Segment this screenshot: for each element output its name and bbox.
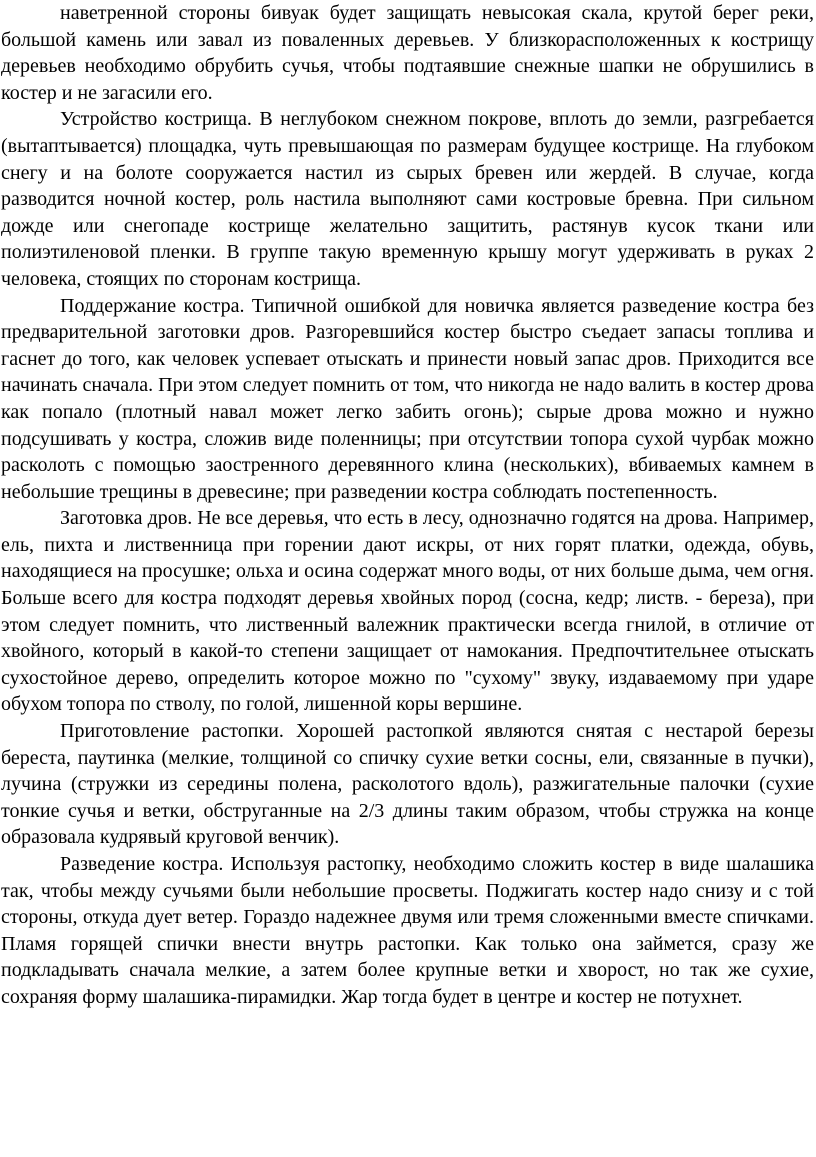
paragraph-fireplace-setup: Устройство кострища. В неглубоком снежном покрове, вплоть до земли, разгребается (вытаптывается) площадка, чуть превышающая по размерам будущее кострище. На глубоком снегу и на болоте сооружается настил из сырых бревен или жердей. В случае, когда разводится ночной костер, роль настила выполняют сами костровые бревна. При сильном дожде или снегопаде кострище желательно защитить, растянув кусок ткани или полиэтиленовой пленки. В группе такую временную крышу могут удерживать в руках 2 человека, стоящих по сторонам кострища. bbox=[1, 108, 814, 290]
paragraph-kindling-preparation: Приготовление растопки. Хорошей растопкой являются снятая с нестарой березы береста, паутинка (мелкие, толщиной со спичку сухие ветки сосны, ели, связанные в пучки), лучина (стружки из середины полена, расколотого вдоль), разжигательные палочки (сухие тонкие сучья и ветки, обструганные на 2/3 длины таким образом, чтобы стружка на конце образовала кудрявый круговой венчик). bbox=[1, 720, 814, 849]
paragraph-fire-maintenance: Поддержание костра. Типичной ошибкой для новичка является разведение костра без предварительной заготовки дров. Разгоревшийся костер быстро съедает запасы топлива и гаснет до того, как человек успевает отыскать и принести новый запас дров. Приходится все начинать сначала. При этом следует помнить от том, что никогда не надо валить в костер дрова как попало (плотный навал может легко забить огонь); сырые дрова можно и нужно подсушивать у костра, сложив виде поленницы; при отсутствии топора сухой чурбак можно расколоть с помощью заостренного деревянного клина (нескольких), вбиваемых камнем в небольшие трещины в древесине; при разведении костра соблюдать постепенность. bbox=[1, 294, 814, 503]
paragraph-windward-shelter: наветренной стороны бивуак будет защищать невысокая скала, крутой берег реки, большой камень или завал из поваленных деревьев. У близкорасположенных к кострищу деревьев необходимо обрубить сучья, чтобы подтаявшие снежные шапки не обрушились в костер и не загасили его. bbox=[1, 2, 814, 104]
paragraph-fire-starting: Разведение костра. Используя растопку, необходимо сложить костер в виде шалашика так, чтобы между сучьями были небольшие просветы. Поджигать костер надо снизу и с той стороны, откуда дует ветер. Гораздо надежнее двумя или тремя сложенными вместе спичками. Пламя горящей спички внести внутрь растопки. Как только она займется, сразу же подкладывать сначала мелкие, а затем более крупные ветки и хворост, но так же сухие, сохраняя форму шалашика-пирамидки. Жар тогда будет в центре и костер не потухнет. bbox=[1, 853, 814, 1008]
paragraph-firewood-harvesting: Заготовка дров. Не все деревья, что есть в лесу, однозначно годятся на дрова. Например, ель, пихта и лиственница при горении дают искры, от них горят платки, одежда, обувь, находящиеся на просушке; ольха и осина содержат много воды, от них больше дыма, чем огня. Больше всего для костра подходят деревья хвойных пород (сосна, кедр; листв. - береза), при этом следует помнить, что лиственный валежник практически всегда гнилой, в отличие от хвойного, который в какой-то степени защищает от намокания. Предпочтительнее отыскать сухостойное дерево, определить которое можно по "сухому" звуку, издаваемому при ударе обухом топора по стволу, по голой, лишенной коры вершине. bbox=[1, 507, 814, 716]
